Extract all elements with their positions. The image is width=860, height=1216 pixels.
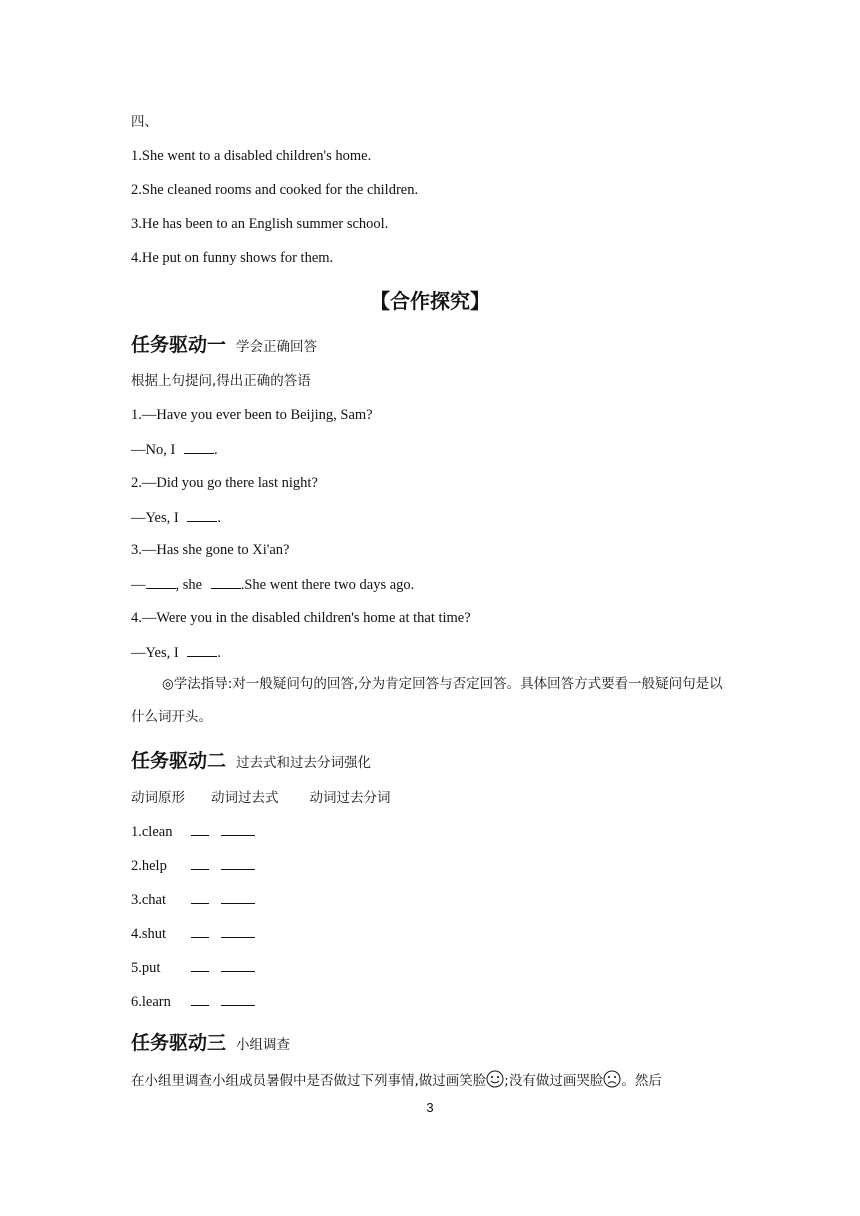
participle-blank[interactable]: [221, 822, 255, 836]
participle-blank[interactable]: [221, 890, 255, 904]
verb-row: 3.chat: [131, 890, 255, 909]
task1-a2: —Yes, I .: [131, 510, 221, 526]
participle-blank[interactable]: [221, 856, 255, 870]
task3-subtitle: 小组调查: [236, 1037, 291, 1053]
task2-title: 任务驱动二: [131, 750, 227, 772]
task3-title: 任务驱动三: [131, 1032, 227, 1054]
task1-q2: 2.—Did you go there last night?: [131, 475, 318, 491]
past-blank[interactable]: [191, 992, 209, 1006]
task1-a3: — , she .She went there two days ago.: [131, 577, 415, 593]
task1-q3: 3.—Has she gone to Xi'an?: [131, 542, 290, 558]
header-base-form: 动词原形: [131, 790, 185, 806]
header-past-tense: 动词过去式: [211, 790, 279, 806]
past-blank[interactable]: [191, 856, 209, 870]
task1-subtitle: 学会正确回答: [236, 339, 318, 355]
verb-row: 5.put: [131, 958, 255, 977]
task1-instruction: 根据上句提问,得出正确的答语: [131, 373, 311, 389]
answer-blank[interactable]: [146, 575, 176, 589]
past-blank[interactable]: [191, 890, 209, 904]
page-number: 3: [426, 1100, 434, 1115]
answer-blank[interactable]: [184, 440, 214, 454]
task1-a4: —Yes, I .: [131, 645, 221, 661]
task2-subtitle: 过去式和过去分词强化: [236, 755, 372, 771]
answer-blank[interactable]: [187, 508, 217, 522]
part4-heading: 四、: [131, 114, 158, 130]
past-blank[interactable]: [191, 822, 209, 836]
past-blank[interactable]: [191, 958, 209, 972]
sad-face-icon: [603, 1070, 621, 1088]
verb-headers: [131, 789, 391, 807]
verb-row: 4.shut: [131, 924, 255, 943]
verb-row: 1.clean: [131, 822, 255, 841]
part4-line-4: 4.He put on funny shows for them.: [131, 250, 334, 266]
task3-text: 在小组里调查小组成员暑假中是否做过下列事情,做过画笑脸 ;没有做过画哭脸 。然后: [131, 1070, 662, 1090]
task1-heading: [131, 330, 317, 357]
part4-line-3: 3.He has been to an English summer school.: [131, 216, 389, 232]
header-past-participle: 动词过去分词: [309, 790, 391, 806]
participle-blank[interactable]: [221, 958, 255, 972]
task1-q1: 1.—Have you ever been to Beijing, Sam?: [131, 407, 373, 423]
task1-a1: —No, I .: [131, 442, 218, 458]
study-guide: ◎学法指导:对一般疑问句的回答,分为肯定回答与否定回答。具体回答方式要看一般疑问句是以什么词开头。: [131, 676, 723, 725]
verb-row: 6.learn: [131, 992, 255, 1011]
task3-heading: [131, 1028, 290, 1055]
task2-heading: [131, 746, 371, 773]
part4-line-2: 2.She cleaned rooms and cooked for the children.: [131, 182, 419, 198]
smiley-face-icon: [486, 1070, 504, 1088]
verb-row: 2.help: [131, 856, 255, 875]
answer-blank[interactable]: [187, 643, 217, 657]
past-blank[interactable]: [191, 924, 209, 938]
part4-line-1: 1.She went to a disabled children's home.: [131, 148, 372, 164]
answer-blank[interactable]: [211, 575, 241, 589]
participle-blank[interactable]: [221, 992, 255, 1006]
participle-blank[interactable]: [221, 924, 255, 938]
task1-title: 任务驱动一: [131, 334, 227, 356]
task1-q4: 4.—Were you in the disabled children's home at that time?: [131, 610, 471, 626]
section-title: 【合作探究】: [370, 289, 490, 313]
